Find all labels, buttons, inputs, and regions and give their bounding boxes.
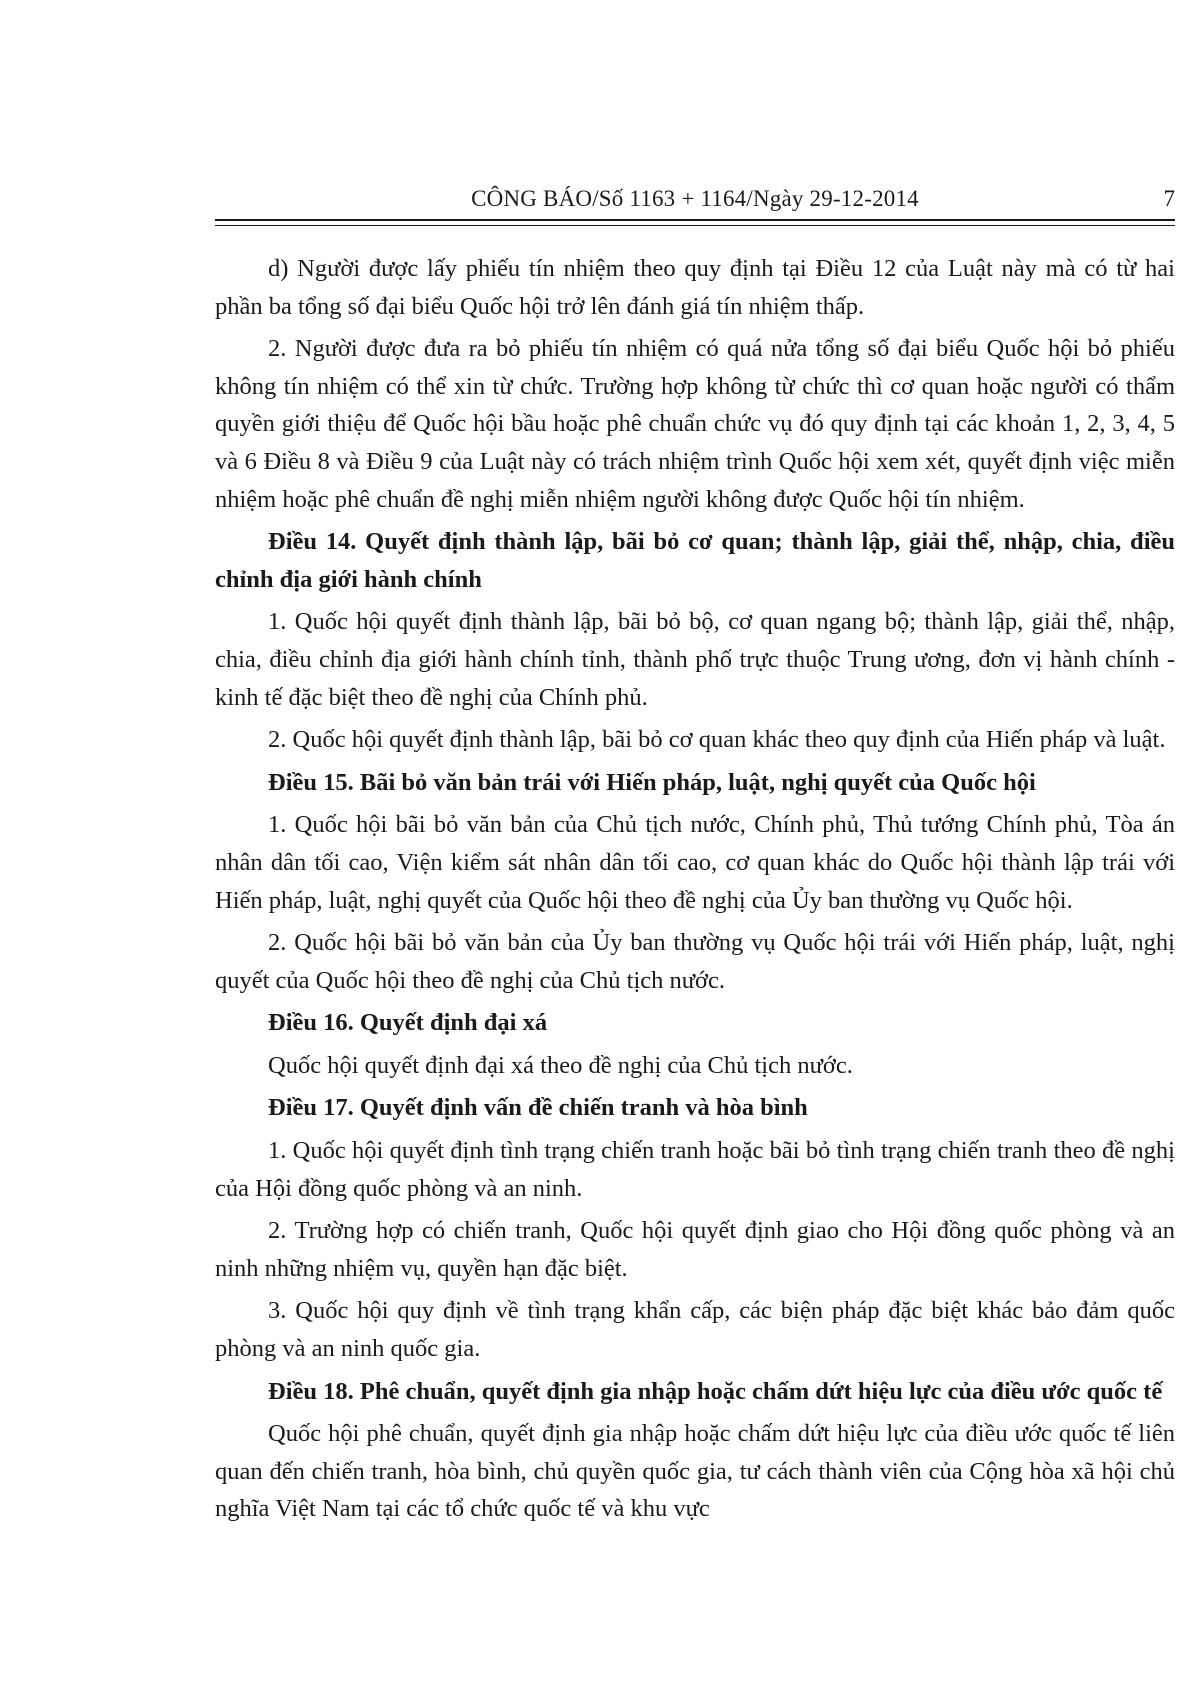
header-rule-thick (215, 219, 1175, 221)
article-16-heading: Điều 16. Quyết định đại xá (268, 1009, 548, 1037)
paragraph-17-3: 3. Quốc hội quy định về tình trạng khẩn cấp, các biện pháp đặc biệt khác bảo đảm quốc phòng và an ninh quốc gia. (215, 1297, 1175, 1363)
article-15-heading: Điều 15. Bãi bỏ văn bản trái với Hiến pháp, luật, nghị quyết của Quốc hội (268, 768, 1036, 796)
header-rule-thin (215, 225, 1175, 226)
gazette-header-title: CÔNG BÁO/Số 1163 + 1164/Ngày 29-12-2014 (471, 186, 919, 211)
article-18-heading: Điều 18. Phê chuẩn, quyết định gia nhập hoặc chấm dứt hiệu lực của điều ước quốc tế (268, 1377, 1163, 1405)
document-body (215, 250, 1175, 1533)
page-number: 7 (1163, 186, 1175, 211)
paragraph-17-2: 2. Trường hợp có chiến tranh, Quốc hội quyết định giao cho Hội đồng quốc phòng và an ninh những nhiệm vụ, quyền hạn đặc biệt. (215, 1217, 1175, 1282)
paragraph-14-1: 1. Quốc hội quyết định thành lập, bãi bỏ bộ, cơ quan ngang bộ; thành lập, giải thể, nhập, chia, điều chỉnh địa giới hành chính tỉnh, thành phố trực thuộc Trung ương, đơn vị hành chính - kinh tế đặc biệt theo đề nghị của Chính phủ. (215, 608, 1175, 711)
article-17-heading: Điều 17. Quyết định vấn đề chiến tranh và hòa bình (268, 1094, 808, 1122)
paragraph-16: Quốc hội quyết định đại xá theo đề nghị của Chủ tịch nước. (268, 1051, 853, 1079)
article-14-heading: Điều 14. Quyết định thành lập, bãi bỏ cơ quan; thành lập, giải thể, nhập, chia, điều chỉnh địa giới hành chính (215, 528, 1175, 593)
paragraph-17-1: 1. Quốc hội quyết định tình trạng chiến tranh hoặc bãi bỏ tình trạng chiến tranh theo đề nghị của Hội đồng quốc phòng và an ninh. (215, 1137, 1175, 1202)
paragraph-13-1-d: d) Người được lấy phiếu tín nhiệm theo quy định tại Điều 12 của Luật này mà có từ hai phần ba tổng số đại biểu Quốc hội trở lên đánh giá tín nhiệm thấp. (215, 255, 1175, 320)
paragraph-15-2: 2. Quốc hội bãi bỏ văn bản của Ủy ban thường vụ Quốc hội trái với Hiến pháp, luật, nghị quyết của Quốc hội theo đề nghị của Chủ tịch nước. (215, 929, 1175, 994)
paragraph-15-1: 1. Quốc hội bãi bỏ văn bản của Chủ tịch nước, Chính phủ, Thủ tướng Chính phủ, Tòa án nhân dân tối cao, Viện kiểm sát nhân dân tối cao, cơ quan khác do Quốc hội thành lập trái với Hiến pháp, luật, nghị quyết của Quốc hội theo đề nghị của Ủy ban thường vụ Quốc hội. (215, 811, 1175, 914)
page-header (215, 186, 1175, 216)
paragraph-14-2: 2. Quốc hội quyết định thành lập, bãi bỏ cơ quan khác theo quy định của Hiến pháp và luật. (268, 726, 1166, 754)
paragraph-18: Quốc hội phê chuẩn, quyết định gia nhập hoặc chấm dứt hiệu lực của điều ước quốc tế liên quan đến chiến tranh, hòa bình, chủ quyền quốc gia, tư cách thành viên của Cộng hòa xã hội chủ nghĩa Việt Nam tại các tổ chức quốc tế và khu vực (215, 1420, 1175, 1523)
paragraph-13-2: 2. Người được đưa ra bỏ phiếu tín nhiệm có quá nửa tổng số đại biểu Quốc hội bỏ phiếu không tín nhiệm có thể xin từ chức. Trường hợp không từ chức thì cơ quan hoặc người có thẩm quyền giới thiệu để Quốc hội bầu hoặc phê chuẩn chức vụ đó quy định tại các khoản 1, 2, 3, 4, 5 và 6 Điều 8 và Điều 9 của Luật này có trách nhiệm trình Quốc hội xem xét, quyết định việc miễn nhiệm hoặc phê chuẩn đề nghị miễn nhiệm người không được Quốc hội tín nhiệm. (215, 335, 1175, 513)
